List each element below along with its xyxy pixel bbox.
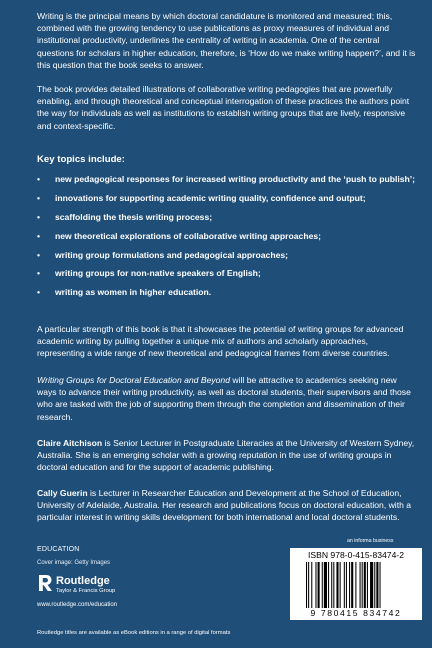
- topics-heading: Key topics include:: [37, 154, 125, 165]
- bullet-icon: •: [37, 230, 41, 241]
- barcode-bars: [306, 562, 406, 608]
- bullet-icon: •: [37, 268, 41, 279]
- isbn: ISBN 978-0-415-83474-2: [307, 550, 405, 560]
- book-title: Writing Groups for Doctoral Education and Beyond: [37, 375, 230, 385]
- author-name: Cally Guerin: [37, 488, 88, 498]
- author-bio-aitchison: Claire Aitchison is Senior Lecturer in Postgraduate Literacies at the University of Western Sydney, Australia. She is an emerging scholar with a growing reputation in the use of writing groups in doctoral education and for the support of academic publishing.: [37, 438, 415, 473]
- barcode-digits: 9 780415 834742: [310, 608, 402, 618]
- list-item: • writing groups for non-native speakers of English;: [37, 268, 261, 279]
- informa-tagline: an informa business: [347, 538, 394, 544]
- barcode: [290, 548, 422, 620]
- ebook-notice: Routledge titles are available as eBook editions in a range of digital formats: [37, 630, 231, 636]
- bullet-icon: •: [37, 192, 41, 203]
- list-item: • writing group formulations and pedagogical approaches;: [37, 249, 289, 260]
- book-description: The book provides detailed illustrations of collaborative writing pedagogies that are powerfully enabling, and through theoretical and conceptual interrogation of these practices the authors point the way for individuals as well as institutions to establish writing groups that are lively, responsive and context-specific.: [37, 84, 410, 131]
- strength-paragraph: A particular strength of this book is that it showcases the potential of writing groups for advanced academic writing by pulling together a unique mix of authors and scholarly approaches, representing a wide range of new theoretical and pedagogical frames from diverse countries.: [37, 324, 404, 359]
- bullet-icon: •: [37, 287, 41, 298]
- bullet-icon: •: [37, 211, 41, 222]
- list-item: • writing as women in higher education.: [37, 287, 212, 298]
- intro-paragraph: Writing is the principal means by which doctoral candidature is monitored and measured; this, combined with the growing tendency to use publications as proxy measures of individual and institutional productivity, underlines the centrality of writing in academia. One of the central questions for scholars in higher education, therefore, is ‘How do we make writing happen?’, and it is this question that the book seeks to answer.: [37, 11, 416, 70]
- publisher-group: Taylor & Francis Group: [56, 588, 116, 594]
- topics-list: [37, 174, 417, 306]
- list-item: • innovations for supporting academic writing quality, confidence and output;: [37, 192, 366, 203]
- author-name: Claire Aitchison: [37, 438, 103, 448]
- subject-category: EDUCATION: [37, 546, 80, 553]
- publisher-url: www.routledge.com/education: [37, 602, 118, 608]
- audience-paragraph: Writing Groups for Doctoral Education and Beyond will be attractive to academics seeking new ways to advance their writing productivity, as well as doctoral students, their supervisors and those who are tasked with the job of supporting them through the completion and dissemination of their research.: [37, 375, 411, 422]
- author-bio-guerin: Cally Guerin is Lecturer in Researcher Education and Development at the School of Education, University of Adelaide, Australia. Her research and publications focus on doctoral education, with a particular interest in writing skills development for both international and local doctoral students.: [37, 488, 412, 523]
- bullet-icon: •: [37, 249, 41, 260]
- routledge-logo-icon: [37, 574, 53, 592]
- publisher-name: Routledge: [56, 575, 110, 587]
- list-item: • new pedagogical responses for increased writing productivity and the ‘push to publish’;: [37, 174, 416, 184]
- list-item: • new theoretical explorations of collaborative writing approaches;: [37, 230, 321, 241]
- cover-credit: Cover image: Getty Images: [37, 560, 111, 566]
- list-item: • scaffolding the thesis writing process;: [37, 211, 213, 222]
- bullet-icon: •: [37, 174, 41, 184]
